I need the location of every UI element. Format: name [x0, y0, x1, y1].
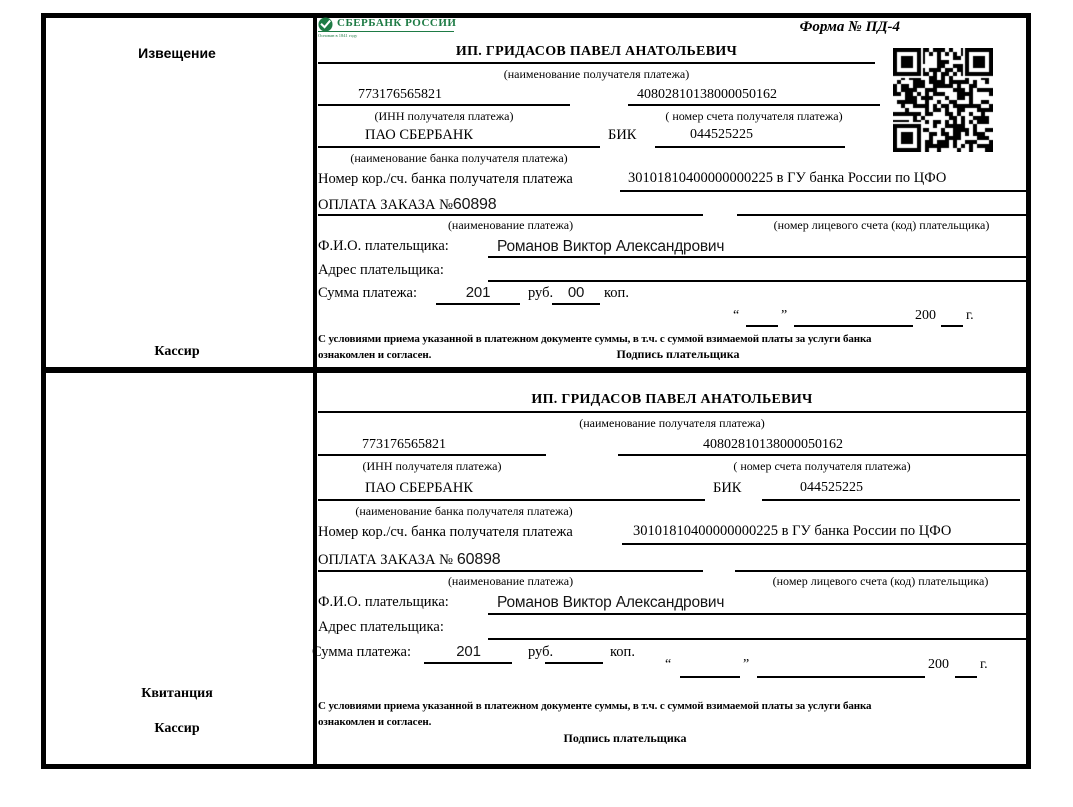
account-hint: ( номер счета получателя платежа) [733, 459, 911, 473]
payment-hint: (наименование платежа) [447, 218, 574, 232]
bank-value: ПАО СБЕРБАНК [365, 127, 473, 143]
underline [618, 454, 1026, 456]
logo-underline [318, 31, 454, 32]
underline [318, 146, 600, 148]
blank-line [794, 325, 913, 327]
kop-label: коп. [610, 644, 635, 660]
personal-account-hint: (номер лицевого счета (код) плательщика) [773, 218, 990, 232]
blank-line [746, 325, 778, 327]
payer-signature-label: Подпись плательщика [616, 347, 740, 361]
bank-hint: (наименование банка получателя платежа) [350, 151, 568, 165]
account-value: 40802810138000050162 [637, 87, 777, 102]
underline [737, 214, 1026, 216]
cashier-label: Кассир [154, 344, 200, 359]
quote-close: ” [781, 308, 788, 323]
quote-close: ” [743, 657, 750, 672]
corr-label: Номер кор./сч. банка получателя платежа [318, 171, 573, 187]
side-title: Извещение [138, 45, 216, 61]
side-title: Квитанция [141, 686, 213, 701]
kop-label: коп. [604, 285, 629, 301]
order-row [318, 551, 500, 569]
form-number-label: Форма № ПД-4 [799, 19, 900, 35]
bank-value: ПАО СБЕРБАНК [365, 480, 473, 496]
recipient-name: ИП. ГРИДАСОВ ПАВЕЛ АНАТОЛЬЕВИЧ [455, 44, 738, 59]
underline [655, 146, 845, 148]
blank-line [955, 676, 977, 678]
blank-line [488, 256, 1026, 258]
underline [318, 454, 546, 456]
rub-label: руб. [528, 644, 554, 660]
agreement-line2: ознакомлен и согласен. [318, 349, 432, 361]
address-label: Адрес плательщика: [318, 262, 444, 278]
quote-open: “ [665, 657, 672, 672]
account-value: 40802810138000050162 [703, 437, 843, 452]
payment-hint: (наименование платежа) [447, 574, 574, 588]
year-prefix: 200 [915, 308, 936, 323]
recipient-hint: (наименование получателя платежа) [503, 67, 690, 81]
order-prefix: ОПЛАТА ЗАКАЗА № [318, 552, 453, 568]
amount-rub-value: 201 [456, 643, 481, 660]
blank-line [436, 303, 520, 305]
sum-label: Сумма платежа: [312, 644, 411, 660]
underline [620, 190, 1026, 192]
underline [318, 411, 1026, 413]
rub-label: руб. [528, 285, 554, 301]
blank-line [488, 280, 1026, 282]
underline [735, 570, 1026, 572]
blank-line [941, 325, 963, 327]
inn-value: 773176565821 [358, 87, 442, 102]
bik-label: БИК [608, 127, 637, 143]
blank-line [552, 303, 600, 305]
agreement-line1: С условиями приема указанной в платежном документе суммы, в т.ч. с суммой взимаемой платы за услуги банка [318, 333, 872, 345]
blank-line [545, 662, 603, 664]
amount-rub-value: 201 [465, 284, 491, 301]
inn-hint: (ИНН получателя платежа) [374, 109, 514, 123]
address-label: Адрес плательщика: [318, 619, 444, 635]
underline [628, 104, 880, 106]
bank-logo-tagline: Основан в 1841 году [318, 33, 358, 38]
corr-value: 30101810400000000225 в ГУ банка России по ЦФО [628, 170, 947, 186]
personal-account-hint: (номер лицевого счета (код) плательщика) [772, 574, 989, 588]
underline [318, 214, 703, 216]
underline [318, 104, 570, 106]
qr-code [893, 48, 993, 152]
cashier-label: Кассир [154, 721, 200, 736]
blank-line [757, 676, 925, 678]
blank-line [680, 676, 740, 678]
bik-value: 044525225 [800, 480, 863, 495]
order-prefix: ОПЛАТА ЗАКАЗА № [318, 197, 453, 213]
underline [318, 570, 703, 572]
blank-line [488, 638, 1026, 640]
fio-label: Ф.И.О. плательщика: [318, 238, 449, 254]
quote-open: “ [733, 308, 740, 323]
agreement-line2: ознакомлен и согласен. [318, 716, 432, 728]
year-suffix: г. [966, 308, 974, 323]
corr-value: 30101810400000000225 в ГУ банка России по ЦФО [633, 523, 952, 539]
underline [762, 499, 1020, 501]
bik-value: 044525225 [690, 127, 753, 142]
bank-hint: (наименование банка получателя платежа) [355, 504, 573, 518]
corr-label: Номер кор./сч. банка получателя платежа [318, 524, 573, 540]
fio-value: Романов Виктор Александрович [497, 594, 725, 611]
bank-logo-brand: СБЕРБАНК РОССИИ [337, 17, 457, 29]
payer-signature-label: Подпись плательщика [563, 731, 687, 745]
inn-value: 773176565821 [362, 437, 446, 452]
fio-value: Романов Виктор Александрович [497, 238, 725, 255]
blank-line [488, 613, 1026, 615]
sum-label: Сумма платежа: [318, 285, 417, 301]
bik-label: БИК [713, 480, 742, 496]
section-divider [41, 367, 1031, 373]
recipient-hint: (наименование получателя платежа) [579, 416, 765, 430]
order-number: 60898 [456, 551, 501, 568]
blank-line [424, 662, 512, 664]
order-number: 60898 [452, 196, 497, 213]
inn-hint: (ИНН получателя платежа) [362, 459, 502, 473]
underline [622, 543, 1026, 545]
year-suffix: г. [980, 657, 988, 672]
underline [318, 499, 705, 501]
amount-kop-value: 00 [567, 284, 585, 301]
year-prefix: 200 [928, 657, 949, 672]
account-hint: ( номер счета получателя платежа) [665, 109, 843, 123]
agreement-line1: С условиями приема указанной в платежном документе суммы, в т.ч. с суммой взимаемой платы за услуги банка [318, 700, 872, 712]
recipient-name: ИП. ГРИДАСОВ ПАВЕЛ АНАТОЛЬЕВИЧ [531, 392, 813, 407]
order-row [318, 196, 496, 214]
underline [318, 62, 875, 64]
fio-label: Ф.И.О. плательщика: [318, 594, 449, 610]
